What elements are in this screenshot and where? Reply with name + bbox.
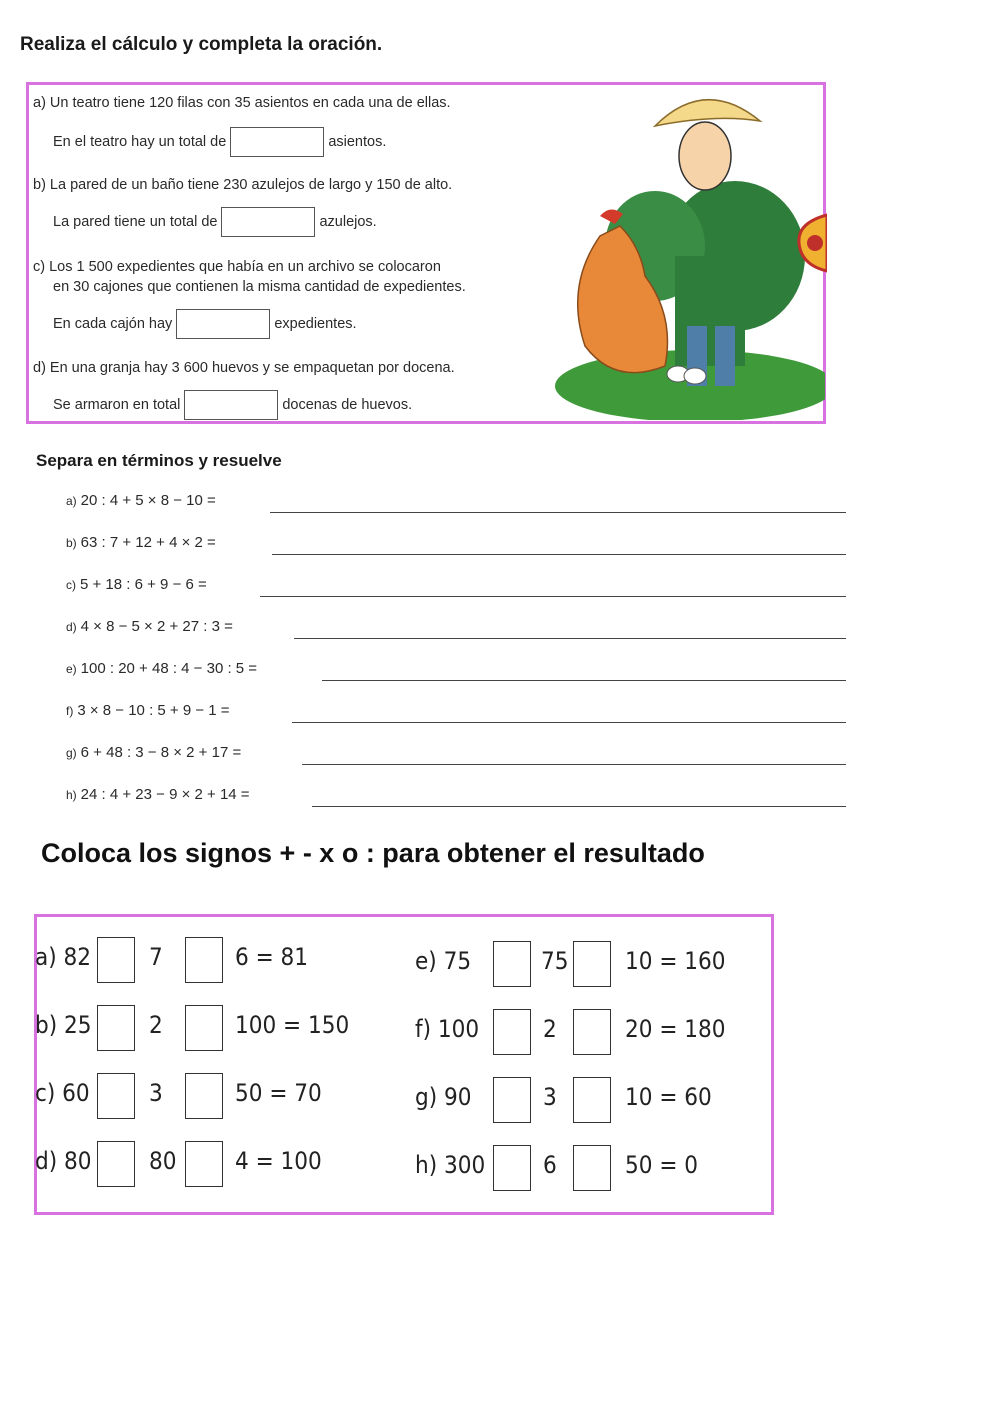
sign-box-c-2[interactable] — [185, 1073, 223, 1119]
problem-a-statement: a) Un teatro tiene 120 filas con 35 asientos en cada una de ellas. — [33, 95, 451, 111]
answer-line-c[interactable] — [260, 596, 846, 597]
sign-box-f-1[interactable] — [493, 1009, 531, 1055]
answer-line-a[interactable] — [270, 512, 846, 513]
farmer-leg-right — [715, 326, 735, 386]
answer-line-g[interactable] — [302, 764, 846, 765]
problem-d-statement: d) En una granja hay 3 600 huevos y se empaquetan por docena. — [33, 360, 455, 376]
section3-title: Coloca los signos + - x o : para obtener el resultado — [41, 838, 705, 868]
order-ops-d: d) 4 × 8 − 5 × 2 + 27 : 3 = — [66, 618, 233, 635]
order-ops-b: b) 63 : 7 + 12 + 4 × 2 = — [66, 534, 216, 551]
signs-a-left: a) 82 — [35, 943, 91, 971]
order-ops-c: c) 5 + 18 : 6 + 9 − 6 = — [66, 576, 207, 593]
signs-a-n2: 7 — [149, 943, 163, 971]
signs-h-n2: 6 — [543, 1151, 557, 1179]
sign-box-h-2[interactable] — [573, 1145, 611, 1191]
order-ops-g: g) 6 + 48 : 3 − 8 × 2 + 17 = — [66, 744, 242, 761]
sign-box-g-2[interactable] — [573, 1077, 611, 1123]
order-ops-h: h) 24 : 4 + 23 − 9 × 2 + 14 = — [66, 786, 250, 803]
order-ops-a: a) 20 : 4 + 5 × 8 − 10 = — [66, 492, 216, 509]
signs-e-result: 10 = 160 — [625, 947, 726, 975]
signs-g-result: 10 = 60 — [625, 1083, 712, 1111]
sign-box-e-2[interactable] — [573, 941, 611, 987]
side-badge — [797, 213, 827, 273]
signs-d-left: d) 80 — [35, 1147, 92, 1175]
signs-c-n2: 3 — [149, 1079, 163, 1107]
problem-d-before: Se armaron en total — [53, 396, 181, 413]
problem-b-statement: b) La pared de un baño tiene 230 azulejos de largo y 150 de alto. — [33, 177, 453, 193]
signs-g-left: g) 90 — [415, 1083, 472, 1111]
section2-title: Separa en términos y resuelve — [36, 451, 282, 470]
signs-b-n2: 2 — [149, 1011, 163, 1039]
signs-c-result: 50 = 70 — [235, 1079, 322, 1107]
section1-title: Realiza el cálculo y completa la oración. — [20, 34, 383, 55]
answer-line-e[interactable] — [322, 680, 846, 681]
sign-box-b-2[interactable] — [185, 1005, 223, 1051]
sign-box-h-1[interactable] — [493, 1145, 531, 1191]
sign-box-g-1[interactable] — [493, 1077, 531, 1123]
egg-2 — [684, 368, 706, 384]
signs-g-n2: 3 — [543, 1083, 557, 1111]
problem-b-answer-box[interactable] — [221, 207, 315, 237]
problem-a-sentence — [53, 127, 386, 157]
answer-line-d[interactable] — [294, 638, 846, 639]
signs-h-left: h) 300 — [415, 1151, 486, 1179]
problem-c-answer-box[interactable] — [176, 309, 270, 339]
problem-a-before: En el teatro hay un total de — [53, 133, 227, 150]
problem-c-after: expedientes. — [274, 315, 357, 332]
signs-f-left: f) 100 — [415, 1015, 480, 1043]
sign-box-c-1[interactable] — [97, 1073, 135, 1119]
problem-c-statement-2: en 30 cajones que contienen la misma cantidad de expedientes. — [53, 279, 466, 295]
problem-c-before: En cada cajón hay — [53, 315, 173, 332]
answer-line-h[interactable] — [312, 806, 846, 807]
signs-c-left: c) 60 — [35, 1079, 90, 1107]
signs-b-left: b) 25 — [35, 1011, 92, 1039]
problem-a-after: asientos. — [328, 133, 387, 150]
answer-line-f[interactable] — [292, 722, 846, 723]
problem-c-statement: c) Los 1 500 expedientes que había en un archivo se colocaron — [33, 259, 441, 275]
signs-e-n2: 75 — [541, 947, 569, 975]
signs-b-result: 100 = 150 — [235, 1011, 350, 1039]
farmer-hen-illustration — [545, 86, 825, 420]
problem-c-sentence — [53, 309, 357, 339]
signs-f-n2: 2 — [543, 1015, 557, 1043]
sign-box-b-1[interactable] — [97, 1005, 135, 1051]
signs-d-n2: 80 — [149, 1147, 177, 1175]
sign-box-e-1[interactable] — [493, 941, 531, 987]
sign-box-a-1[interactable] — [97, 937, 135, 983]
signs-h-result: 50 = 0 — [625, 1151, 699, 1179]
problem-b-after: azulejos. — [319, 213, 377, 230]
sign-box-d-2[interactable] — [185, 1141, 223, 1187]
signs-d-result: 4 = 100 — [235, 1147, 322, 1175]
problem-a-answer-box[interactable] — [230, 127, 324, 157]
problem-d-after: docenas de huevos. — [282, 396, 413, 413]
sign-box-a-2[interactable] — [185, 937, 223, 983]
problem-d-answer-box[interactable] — [184, 390, 278, 420]
signs-a-result: 6 = 81 — [235, 943, 309, 971]
sign-box-f-2[interactable] — [573, 1009, 611, 1055]
order-ops-e: e) 100 : 20 + 48 : 4 − 30 : 5 = — [66, 660, 258, 677]
farmer-face — [679, 122, 731, 190]
signs-f-result: 20 = 180 — [625, 1015, 726, 1043]
problem-b-sentence — [53, 207, 377, 237]
problem-b-before: La pared tiene un total de — [53, 213, 218, 230]
order-ops-f: f) 3 × 8 − 10 : 5 + 9 − 1 = — [66, 702, 230, 719]
signs-e-left: e) 75 — [415, 947, 472, 975]
answer-line-b[interactable] — [272, 554, 846, 555]
signs-frame — [34, 914, 774, 1215]
problem-d-sentence — [53, 390, 412, 420]
sign-box-d-1[interactable] — [97, 1141, 135, 1187]
